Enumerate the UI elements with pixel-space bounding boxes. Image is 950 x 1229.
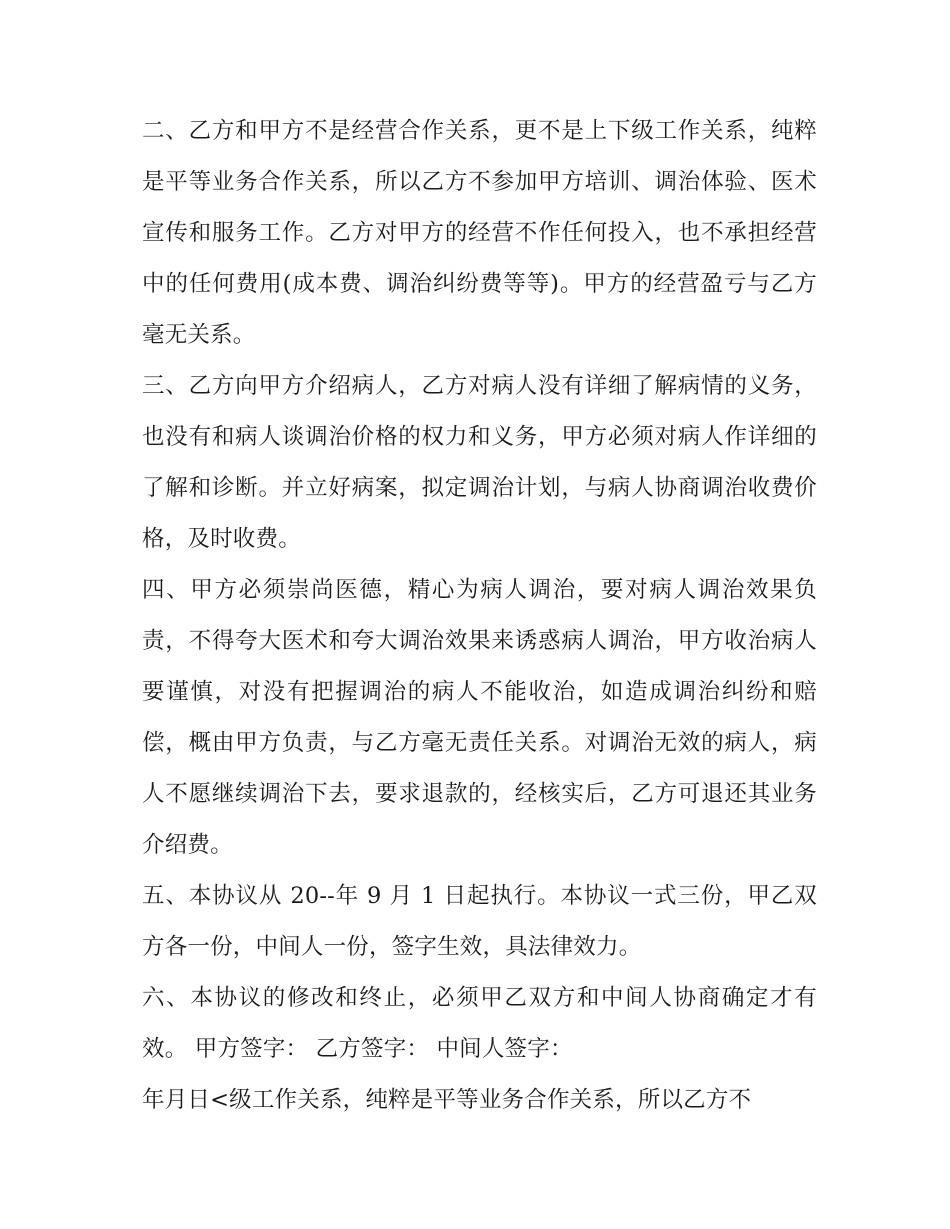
clause-four-paragraph: 四、甲方必须崇尚医德，精心为病人调治，要对病人调治效果负责，不得夸大医术和夸大调治效果来诱惑病人调治，甲方收治病人要谨慎，对没有把握调治的病人不能收治，如造成调治纠纷和赔偿，概由甲方负责，与乙方毫无责任关系。对调治无效的病人，病人不愿继续调治下去，要求退款的，经核实后，乙方可退还其业务介绍费。: [142, 577, 817, 858]
trailing-fragment-paragraph: 年月日<级工作关系，纯粹是平等业务合作关系，所以乙方不: [142, 1087, 752, 1113]
clause-five-paragraph: 五、本协议从 20--年 9 月 1 日起执行。本协议一式三份，甲乙双方各一份，中间人一份，签字生效，具法律效力。: [142, 883, 817, 960]
clause-three-paragraph: 三、乙方向甲方介绍病人，乙方对病人没有详细了解病情的义务，也没有和病人谈调治价格的权力和义务，甲方必须对病人作详细的了解和诊断。并立好病案，拟定调治计划，与病人协商调治收费价格，及时收费。: [142, 373, 817, 552]
clause-two-paragraph: 二、乙方和甲方不是经营合作关系，更不是上下级工作关系，纯粹是平等业务合作关系，所以乙方不参加甲方培训、调治体验、医术宣传和服务工作。乙方对甲方的经营不作任何投入，也不承担经营中的任何费用(成本费、调治纠纷费等等)。甲方的经营盈亏与乙方毫无关系。: [142, 118, 817, 348]
document-body: [142, 106, 817, 1126]
clause-six-paragraph: 六、本协议的修改和终止，必须甲乙双方和中间人协商确定才有效。 甲方签字： 乙方签字： 中间人签字：: [142, 985, 817, 1062]
